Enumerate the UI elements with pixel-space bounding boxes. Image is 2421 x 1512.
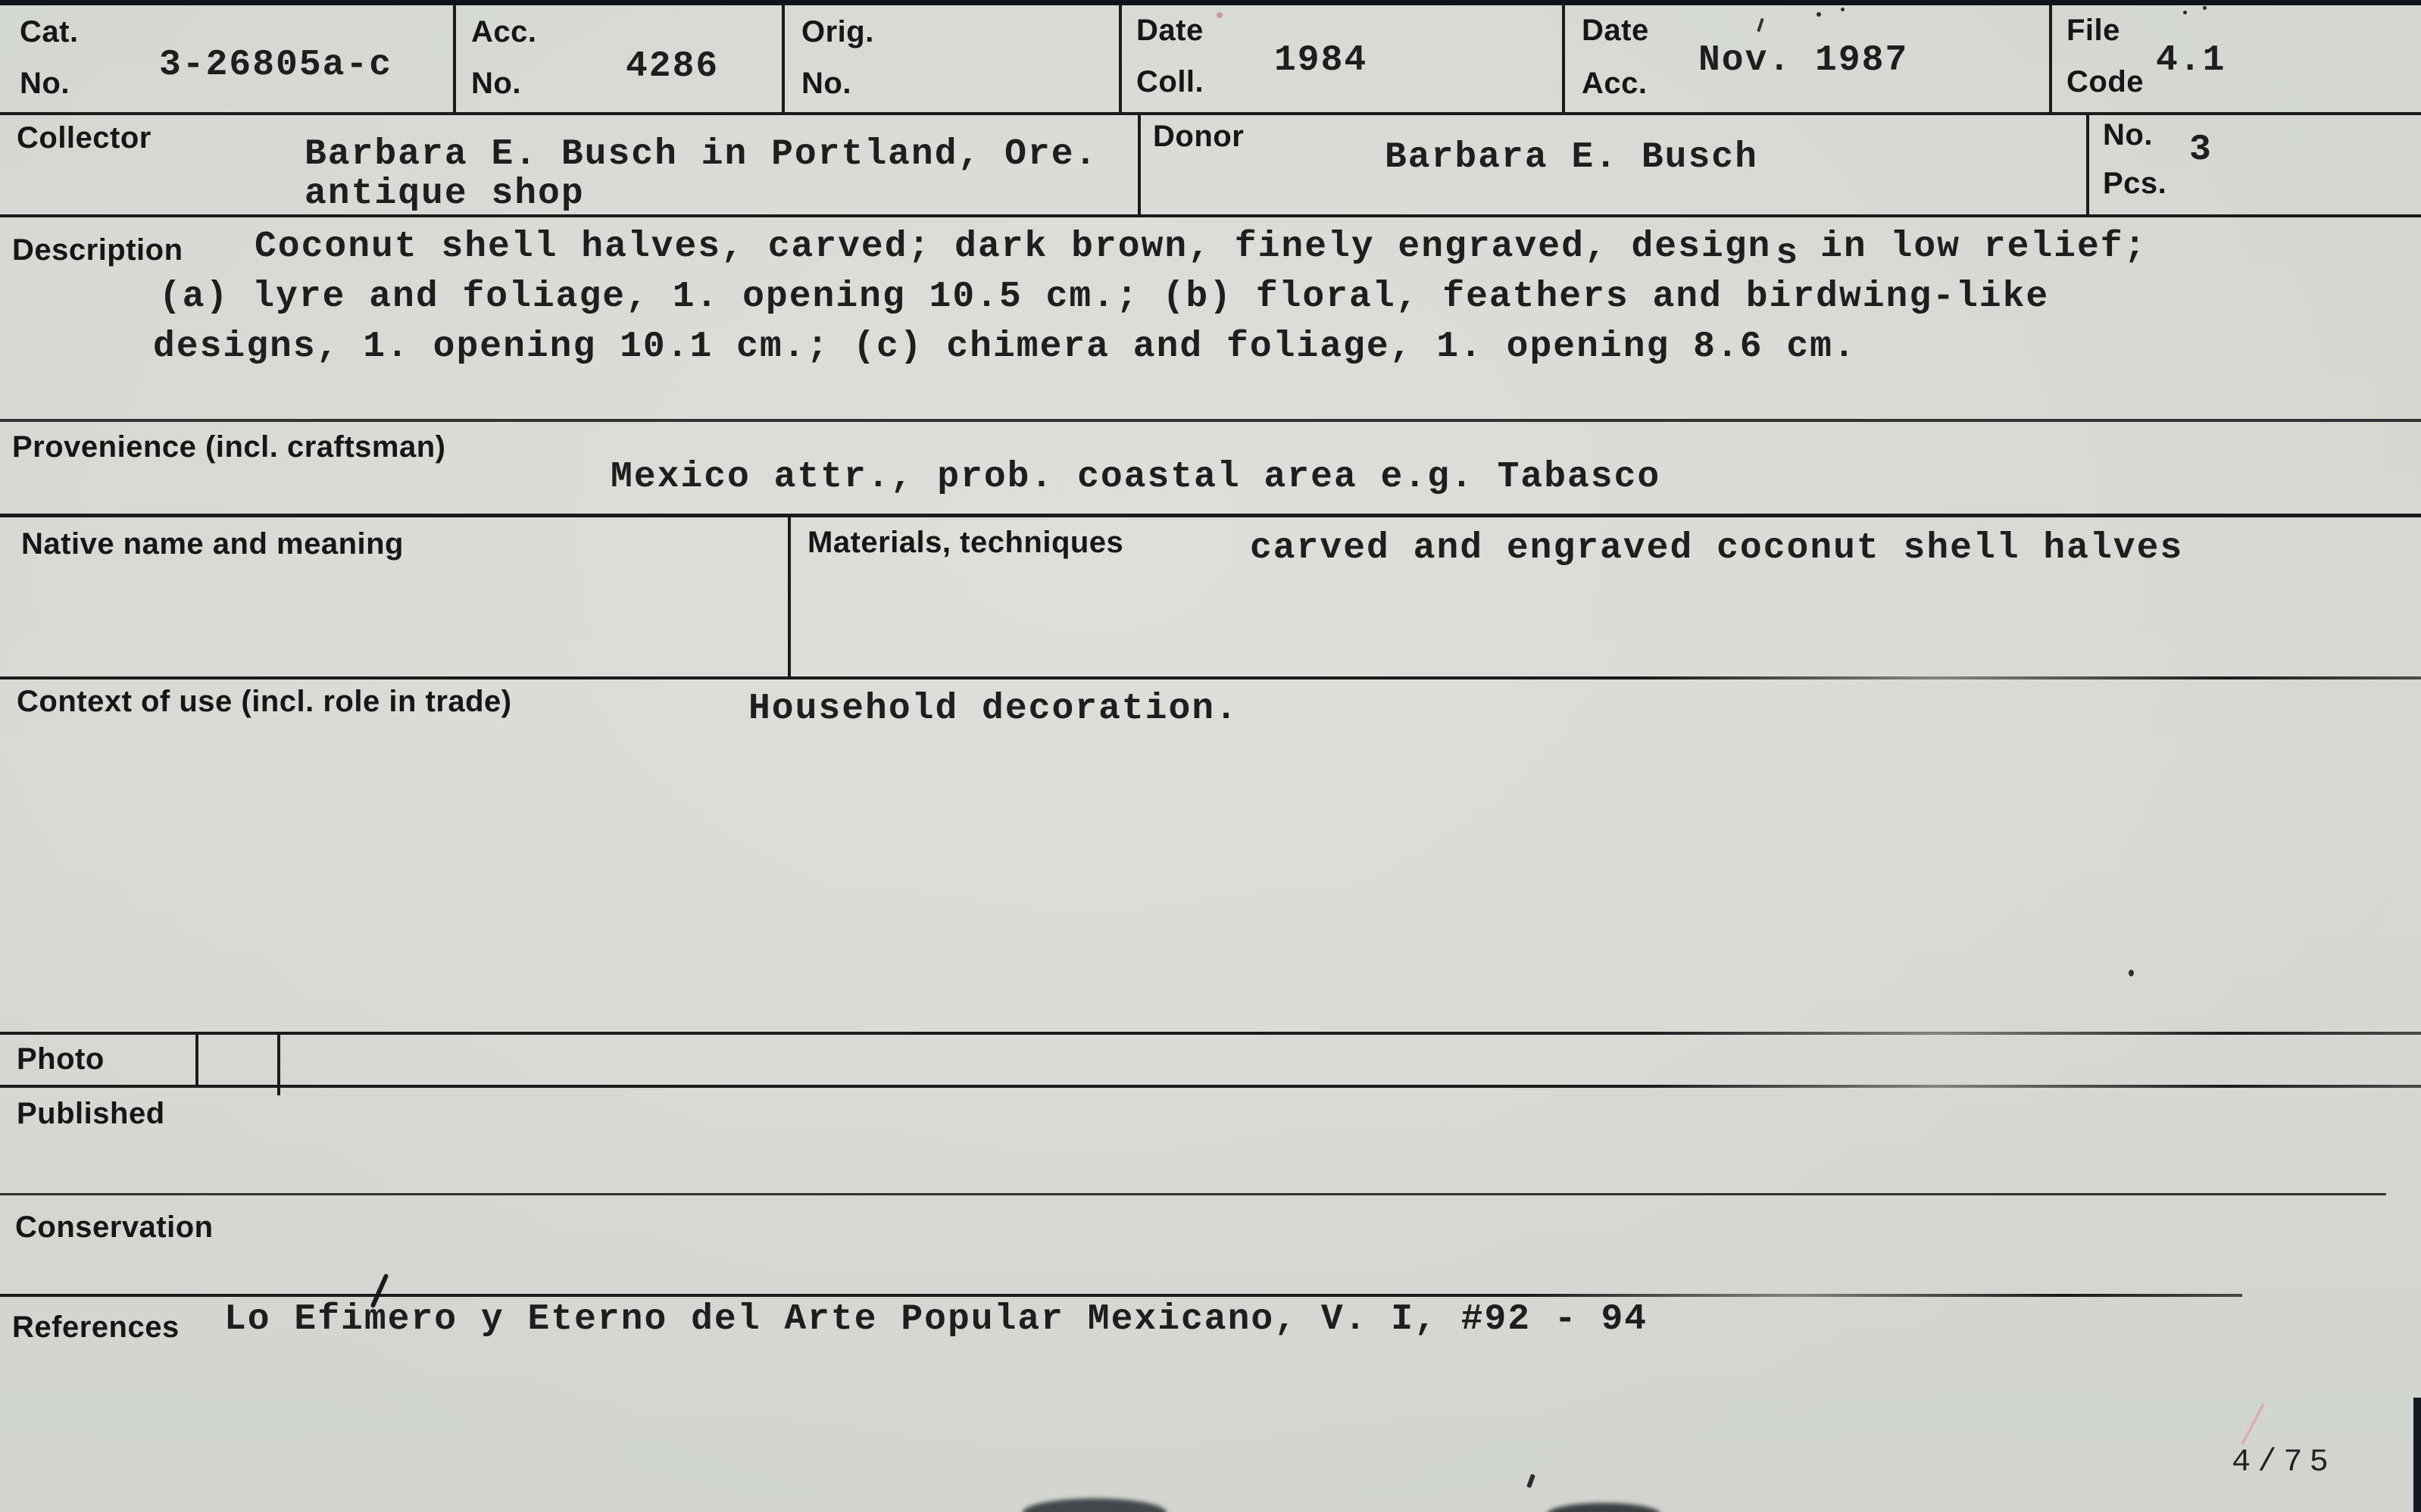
date-coll-label-line2: Coll. <box>1136 65 1204 98</box>
cat-no-label-line1: Cat. <box>20 15 79 48</box>
donor-value: Barbara E. Busch <box>1385 137 1758 178</box>
description-line2: (a) lyre and foliage, 1. opening 10.5 cm.; (b) floral, feathers and birdwing-like <box>159 276 2050 317</box>
no-pcs-label-line1: No. <box>2103 118 2153 152</box>
acc-no-label-line1: Acc. <box>471 15 537 48</box>
acc-no-label-line2: No. <box>471 67 521 100</box>
ink-tick <box>1757 18 1763 32</box>
orig-no-label-line1: Orig. <box>801 15 874 48</box>
rule-conservation-top <box>0 1193 2386 1195</box>
red-fiber-speck <box>1217 12 1223 18</box>
bottom-edge-shadow <box>1023 1498 1167 1512</box>
rule-provenience-bottom <box>0 514 2421 517</box>
no-pcs-label-line2: Pcs. <box>2103 167 2167 200</box>
divider-collector-donor <box>1138 114 1141 216</box>
rule-photo-top <box>0 1032 2421 1035</box>
divider-nativename-materials <box>788 516 791 678</box>
ink-speck <box>1841 8 1845 11</box>
collector-value-line2: antique shop <box>305 173 585 214</box>
context-of-use-value: Household decoration. <box>748 689 1239 729</box>
divider-donor-nopcs <box>2086 114 2089 216</box>
description-line3: designs, 1. opening 10.1 cm.; (c) chimera and foliage, 1. opening 8.6 cm. <box>153 326 1857 367</box>
donor-label: Donor <box>1153 120 1245 153</box>
description-label: Description <box>12 233 183 267</box>
ink-speck <box>2203 6 2207 10</box>
date-acc-label-line2: Acc. <box>1582 67 1648 100</box>
rule-row1-bottom <box>0 112 2421 115</box>
divider-orig-datecoll <box>1119 5 1122 114</box>
page-number: 4/75 <box>2232 1444 2335 1480</box>
pink-fiber-streak <box>2241 1404 2265 1445</box>
card-right-edge <box>2413 1398 2421 1512</box>
file-code-label-line2: Code <box>2066 65 2144 98</box>
date-acc-label-line1: Date <box>1582 14 1649 47</box>
description-line1-after: in low relief; <box>1820 226 2148 267</box>
cat-no-label-line2: No. <box>20 67 70 100</box>
ink-tick <box>1526 1474 1535 1489</box>
collector-label: Collector <box>17 121 152 155</box>
provenience-value: Mexico attr., prob. coastal area e.g. Tabasco <box>611 457 1661 498</box>
conservation-label: Conservation <box>15 1211 214 1244</box>
ink-speck <box>2183 11 2187 14</box>
no-pcs-value: 3 <box>2189 130 2213 170</box>
provenience-label: Provenience (incl. craftsman) <box>12 430 446 464</box>
references-label: References <box>12 1311 180 1344</box>
divider-datecoll-dateacc <box>1562 5 1565 114</box>
materials-value: carved and engraved coconut shell halves <box>1250 528 2184 569</box>
date-coll-value: 1984 <box>1274 40 1368 81</box>
bottom-edge-shadow <box>1547 1503 1660 1512</box>
materials-label: Materials, techniques <box>808 526 1124 559</box>
photo-label: Photo <box>17 1042 105 1076</box>
rule-references-top <box>0 1294 2242 1297</box>
published-label: Published <box>17 1097 165 1130</box>
collector-value-line1: Barbara E. Busch in Portland, Ore. <box>305 134 1098 175</box>
ink-speck <box>1817 12 1821 17</box>
cat-no-value: 3-26805a-c <box>159 45 393 86</box>
orig-no-label-line2: No. <box>801 67 851 100</box>
native-name-label: Native name and meaning <box>21 527 404 561</box>
acc-no-value: 4286 <box>626 46 720 87</box>
file-code-value: 4.1 <box>2156 40 2226 81</box>
context-of-use-label: Context of use (incl. role in trade) <box>17 685 512 718</box>
rule-description-bottom <box>0 419 2421 422</box>
card-top-edge <box>0 0 2421 5</box>
divider-dateacc-filecode <box>2049 5 2052 114</box>
references-value: Lo Efimero y Eterno del Arte Popular Mexicano, V. I, #92 - 94 <box>224 1299 1648 1340</box>
file-code-label-line1: File <box>2066 14 2120 47</box>
photo-box-right-line <box>277 1032 280 1095</box>
date-coll-label-line1: Date <box>1136 14 1204 47</box>
ink-speck <box>2129 970 2134 976</box>
divider-cat-acc <box>453 5 456 114</box>
rule-photo-bottom <box>0 1085 2421 1088</box>
description-line1-offset-s: s <box>1776 233 1800 274</box>
photo-box-left-line <box>195 1032 198 1086</box>
date-acc-value: Nov. 1987 <box>1698 40 1909 81</box>
divider-acc-orig <box>782 5 785 114</box>
description-line1-before: Coconut shell halves, carved; dark brown, finely engraved, design <box>255 226 1772 267</box>
description-line1 <box>255 226 2148 274</box>
rule-materials-bottom <box>0 676 2421 679</box>
